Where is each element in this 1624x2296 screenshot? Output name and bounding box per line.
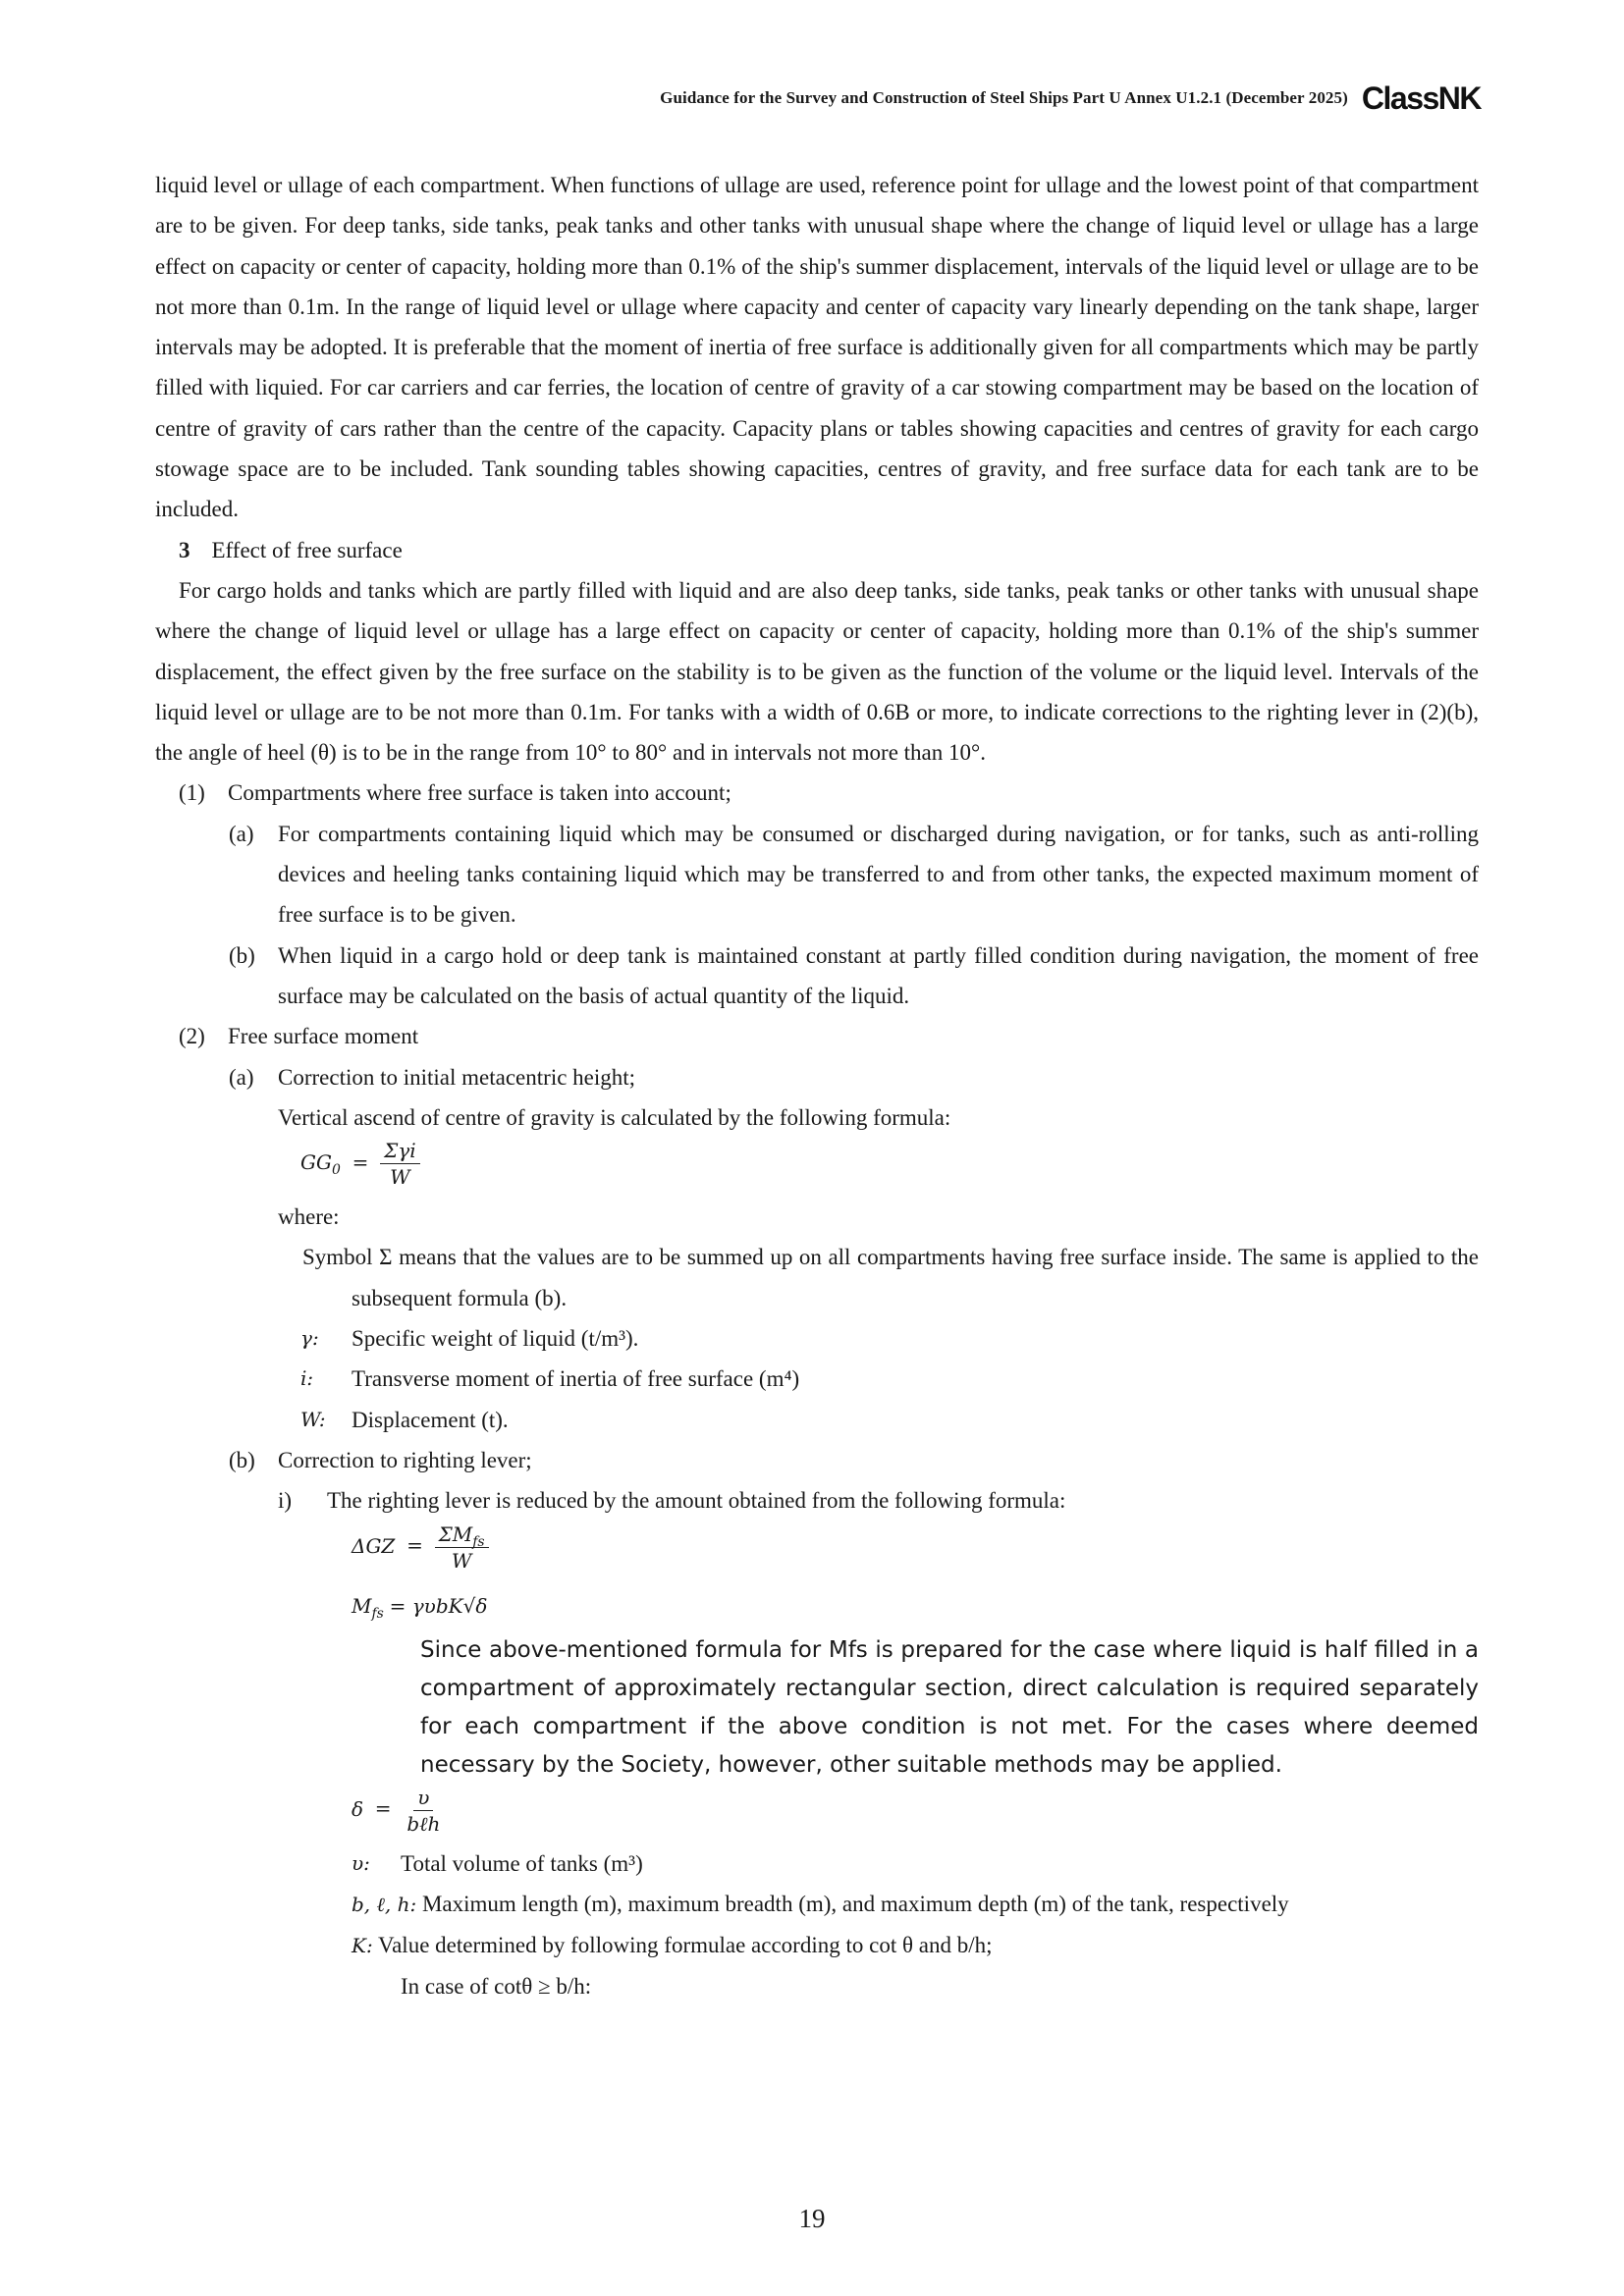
def-k (155, 1925, 1479, 1966)
where-label: where: (278, 1204, 340, 1230)
paragraph-free-surface: For cargo holds and tanks which are partly filled with liquid and are also deep tanks, side tanks, peak tanks or other tanks with unusual shape where the change of liquid level or ullage has a large effect on capacity or center of capacity, holding more than 0.1% of the ship's summer displacement, the effect given by the free surface on the stability is to be given as the function of the volume or the liquid level. Intervals of the liquid level or ullage are to be not more than 0.1m. For tanks with a width of 0.6B or more, to indicate corrections to the righting lever in (2)(b), the angle of heel (θ) is to be in the range from 10° to 80° and in intervals not more than 10°. (155, 577, 1479, 766)
equals-sign: = (352, 1149, 369, 1174)
def-gamma (155, 1318, 1479, 1359)
formula-fraction (435, 1522, 489, 1574)
case-cot: In case of cotθ ≥ b/h: (401, 1974, 592, 2000)
def-text: Specific weight of liquid (t/m³). (352, 1326, 639, 1352)
item-text: When liquid in a cargo hold or deep tank is maintained constant at partly filled condition during navigation, the moment of free surface may be calculated on the basis of actual quantity of the liquid. (278, 942, 1479, 1008)
item-1a (155, 814, 1479, 935)
classnk-logo: ClassNK (1361, 80, 1481, 116)
item-text: Free surface moment (228, 1024, 419, 1049)
equals-sign: = (374, 1796, 392, 1821)
item-label: (b) (229, 1447, 255, 1472)
formula-mfs (155, 1580, 1479, 1631)
item-2b (155, 1440, 1479, 1480)
formula-delta-gz (155, 1522, 1479, 1580)
item-text: For compartments containing liquid which may be consumed or discharged during navigation, or for tanks, such as anti-rolling devices and heeling tanks containing liquid which may be transferred to and from other tanks, the expected maximum moment of free surface is to be given. (278, 821, 1479, 928)
fraction-numerator: υ (413, 1785, 433, 1811)
fraction-numerator: Σγi (380, 1138, 420, 1164)
formula-intro: Vertical ascend of centre of gravity is calculated by the following formula: (278, 1104, 951, 1130)
item-2 (155, 1016, 1479, 1056)
formula-fraction (403, 1785, 444, 1837)
item-text: Compartments where free surface is taken into account; (228, 780, 731, 806)
formula-lhs: $GG_0$ (300, 1149, 341, 1178)
def-text: Maximum length (m), maximum breadth (m), and maximum depth (m) of the tank, respectively (421, 1891, 1289, 1916)
equals-sign: = (406, 1533, 423, 1558)
section-3-heading (155, 530, 1479, 570)
def-text: Displacement (t). (352, 1407, 509, 1432)
def-text: Total volume of tanks (m³) (401, 1850, 643, 1876)
page-content (155, 165, 1479, 2007)
page-header (660, 79, 1481, 118)
item-text: Correction to initial metacentric height; (278, 1064, 636, 1090)
formula-fraction (380, 1138, 420, 1190)
item-label: (b) (229, 942, 255, 968)
def-text: Value determined by following formulae according to cot θ and b/h; (378, 1933, 993, 1958)
item-2a (155, 1057, 1479, 1097)
def-i (155, 1359, 1479, 1399)
def-symbol: K: (352, 1934, 373, 1958)
formula-rhs: = γυbK√δ (389, 1593, 488, 1618)
fraction-denominator: bℓh (406, 1811, 441, 1836)
document-title: Guidance for the Survey and Construction of Steel Ships Part U Annex U1.2.1 (December 2025) (660, 88, 1348, 107)
def-blh (155, 1884, 1479, 1925)
symbol-sigma-definition: Symbol Σ means that the values are to be summed up on all compartments having free surface inside. The same is applied to the subsequent formula (b). (302, 1245, 1479, 1310)
page-number: 19 (798, 2204, 826, 2233)
formula-gg0 (155, 1138, 1479, 1197)
formula-lhs: $M_{fs}$ (352, 1593, 384, 1622)
formula-delta (155, 1785, 1479, 1843)
def-symbol: b, ℓ, h: (352, 1892, 417, 1916)
def-symbol: υ: (352, 1850, 370, 1875)
item-label: (a) (229, 1064, 254, 1090)
def-symbol: γ: (300, 1326, 319, 1351)
section-title: Effect of free surface (211, 537, 403, 562)
item-text: Correction to righting lever; (278, 1447, 532, 1472)
item-label: (a) (229, 821, 254, 846)
item-1b (155, 935, 1479, 1017)
section-number: 3 (179, 537, 190, 562)
def-text: Transverse moment of inertia of free surface (m⁴) (352, 1366, 800, 1392)
item-label: (2) (179, 1024, 205, 1049)
paragraph-capacity: liquid level or ullage of each compartment. When functions of ullage are used, reference point for ullage and the lowest point of that compartment are to be given. For deep tanks, side tanks, peak tanks and other tanks with unusual shape where the change of liquid level or ullage has a large effect on capacity or center of capacity, holding more than 0.1% of the ship's summer displacement, intervals of the liquid level or ullage are to be not more than 0.1m. In the range of liquid level or ullage where capacity and center of capacity vary linearly depending on the tank shape, larger intervals may be adopted. It is preferable that the moment of inertia of free surface is additionally given for all compartments which may be partly filled with liquied. For car carriers and car ferries, the location of centre of gravity of a car stowing compartment may be based on the location of centre of gravity of cars rather than the centre of the capacity. Capacity plans or tables showing capacities and centres of gravity for each cargo stowage space are to be included. Tank sounding tables showing capacities, centres of gravity, and free surface data for each tank are to be included. (155, 173, 1479, 522)
def-w (155, 1400, 1479, 1440)
item-2b-i (155, 1480, 1479, 1521)
def-symbol: i: (300, 1366, 314, 1391)
fraction-denominator: W (390, 1165, 410, 1190)
formula-lhs: ΔGZ (352, 1533, 396, 1558)
formula-lhs: δ (352, 1796, 364, 1821)
formula-note: Since above-mentioned formula for Mfs is prepared for the case where liquid is half filled in a compartment of approximately rectangular section, direct calculation is required separately for each compartment if the above condition is not met. For the cases where deemed necessary by the Society, however, other suitable methods may be applied. (420, 1636, 1479, 1778)
item-label: (1) (179, 780, 205, 806)
fraction-denominator: W (451, 1548, 472, 1573)
fraction-numerator: $\Sigma M_{fs}$ (435, 1522, 489, 1548)
item-label: i) (278, 1488, 293, 1514)
def-v (155, 1843, 1479, 1884)
item-text: The righting lever is reduced by the amount obtained from the following formula: (327, 1488, 1066, 1514)
def-symbol: W: (300, 1407, 326, 1431)
item-1 (155, 773, 1479, 813)
